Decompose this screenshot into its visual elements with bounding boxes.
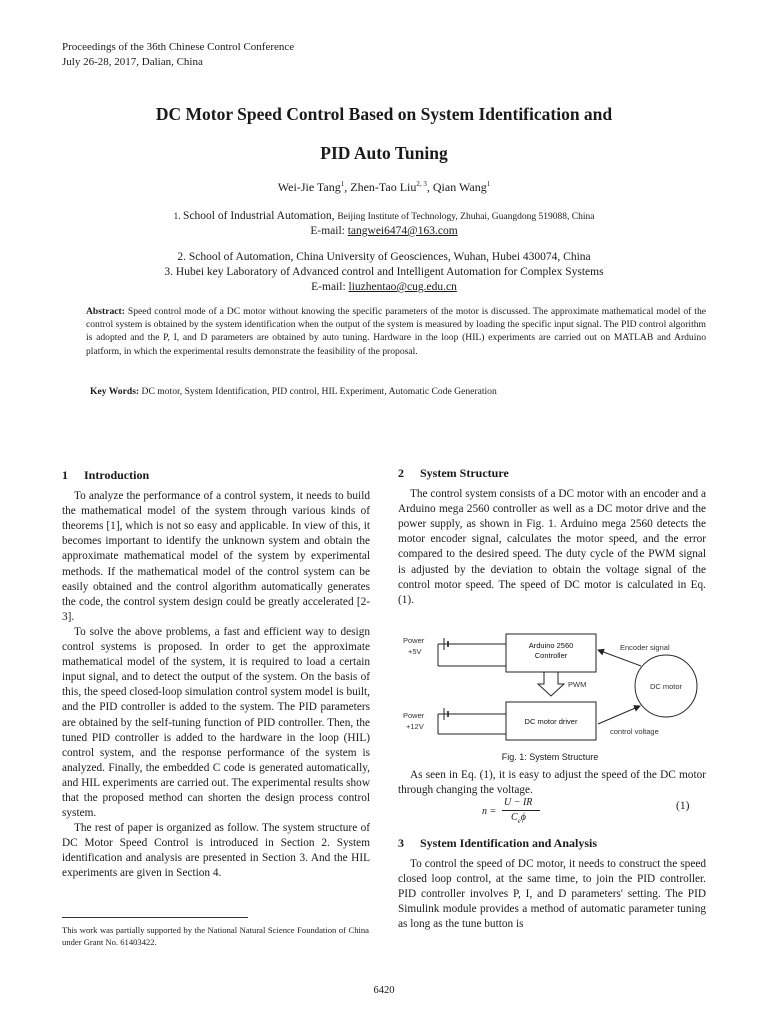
paper-title-line-2: PID Auto Tuning	[320, 143, 448, 163]
proceedings-line-2: July 26-28, 2017, Dalian, China	[62, 56, 203, 68]
abstract-label: Abstract:	[86, 306, 125, 317]
abstract	[86, 305, 706, 358]
section-2-heading: 2 System Structure	[398, 466, 509, 480]
power-5v-label: Power	[403, 636, 425, 645]
control-voltage-arrow	[598, 706, 640, 724]
email-1: E-mail: tangwei6474@163.com	[310, 225, 458, 237]
page-number: 6420	[373, 985, 395, 996]
author-2: Zhen-Tao Liu	[350, 180, 417, 194]
author-list: Wei-Jie Tang$^1$, Zhen-Tao Liu$^{2, 3}$, Qian Wang$^1$	[277, 180, 491, 194]
equation-numerator: U − IR	[504, 797, 533, 808]
equation-fraction-bar	[502, 810, 540, 811]
intro-paragraph-2: To solve the above problems, a fast and efficient way to design control systems is proposed. In order to get the approximate mathematical model of the system, it is required to load a certain input signal, and to detect the output of the system. On the basis of this, the speed closed-loop simulation control system model is built, and the PID controller is added to the system. The PID parameters are obtained by the self-tuning function of PID controller. Then, the tuned PID controller is added to the hardware in the loop (HIL) control system, and the response performance of the system is analyzed. Finally, the embedded C code is generated automatically, and HIL experiments are carried out. The experimental results show that the proposed method can shorten the design process control system.	[62, 625, 370, 820]
keywords-label: Key Words:	[90, 386, 140, 397]
footnote: This work was partially supported by the National Natural Science Foundation of China under Grant No. 61403422.	[62, 925, 369, 947]
control-voltage-label: control voltage	[610, 727, 659, 736]
author-1: Wei-Jie Tang	[277, 180, 341, 194]
email-2-link[interactable]: liuzhentao@cug.edu.cn	[348, 281, 457, 293]
dc-motor-label: DC motor	[649, 682, 683, 691]
footnote-divider	[62, 917, 248, 918]
pwm-arrow	[538, 672, 564, 696]
encoder-signal-label: Encoder signal	[620, 643, 670, 652]
structure-paragraph-2: As seen in Eq. (1), it is easy to adjust the speed of the DC motor through changing the voltage.	[398, 769, 706, 797]
equation-1-number: (1)	[676, 800, 690, 812]
controller-label-1: Arduino 2560	[528, 641, 574, 650]
keywords	[90, 386, 710, 397]
power-12v-value: +12V	[406, 722, 424, 731]
proceedings-header	[62, 40, 294, 70]
author-3-affiliation: 1	[486, 180, 491, 188]
identification-paragraph-1: To control the speed of DC motor, it needs to construct the speed closed loop control, at the same time, to join the PID controller. PID controller involves P, I, and D parameters' setting. The PID Simulink module provides a method of automatic parameter tuning as long as the tune button is	[398, 858, 706, 931]
right-column-top	[398, 466, 706, 608]
power-5v-value: +5V	[408, 647, 422, 656]
encoder-signal-arrow	[598, 650, 641, 666]
right-column-eq-text	[398, 768, 706, 798]
section-3-heading: 3 System Identification and Analysis	[398, 836, 598, 850]
system-structure-diagram	[398, 626, 708, 750]
figure-1-caption: Fig. 1: System Structure	[501, 752, 599, 762]
keywords-text: DC motor, System Identification, PID control, HIL Experiment, Automatic Code Generation	[139, 386, 497, 397]
proceedings-line-1: Proceedings of the 36th Chinese Control Conference	[62, 41, 295, 53]
abstract-text: Speed control mode of a DC motor without knowing the specific parameters of the motor is discussed. The approximate mathematical model of the control system is obtained by the system identification when the output of the system is measured by loading the specific input signal. The PID control algorithm is adopted and the P, I, and D parameters are obtained by auto tuning. Hardware in the loop (HIL) experiments are carried out on MATLAB and Arduino platform, in which the experimental results demonstrate the feasibility of the proposal.	[86, 306, 706, 357]
equation-1	[482, 797, 552, 829]
author-2-affiliation: 2, 3	[416, 180, 427, 188]
affiliation-2: 2. School of Automation, China University of Geosciences, Wuhan, Hubei 430074, China	[177, 251, 591, 263]
driver-label: DC motor driver	[524, 717, 578, 726]
left-column	[62, 468, 370, 882]
paper-title-line-1: DC Motor Speed Control Based on System Identification and	[155, 104, 613, 124]
battery-12v-icon	[438, 708, 506, 734]
author-1-affiliation: 1	[340, 180, 345, 188]
equation-lhs: n =	[482, 806, 497, 817]
email-2: E-mail: liuzhentao@cug.edu.cn	[311, 281, 457, 293]
equation-denominator: $C_e\phi$	[511, 812, 526, 825]
affiliation-3: 3. Hubei key Laboratory of Advanced control and Intelligent Automation for Complex Systems	[164, 266, 604, 278]
right-column-bottom	[398, 836, 706, 933]
email-1-link[interactable]: tangwei6474@163.com	[347, 225, 458, 237]
intro-paragraph-3: The rest of paper is organized as follow. The system structure of DC Motor Speed Control is introduced in Section 2. System identification and analysis are presented in Section 3. And the HIL experiments are given in Section 4.	[62, 822, 370, 880]
structure-paragraph-1: The control system consists of a DC motor with an encoder and a Arduino mega 2560 controller as well as a DC motor drive and the power supply, as shown in Fig. 1. Arduino mega 2560 detects the motor encoder signal, calculates the motor speed, and the error compared to the desired speed. The duty cycle of the PWM signal is adjusted by the deviation to obtain the voltage signal of the control motor speed. The speed of DC motor is calculated in Eq. (1).	[398, 488, 706, 606]
battery-5v-icon	[438, 638, 506, 666]
author-3: Qian Wang	[432, 180, 487, 194]
system-structure-figure	[398, 626, 708, 750]
pwm-label: PWM	[568, 680, 587, 689]
affiliation-1: 1. School of Industrial Automation, Beijing Institute of Technology, Zhuhai, Guangdong 519088, China	[173, 210, 595, 222]
controller-label-2: Controller	[534, 651, 568, 660]
section-1-heading: 1 Introduction	[62, 468, 150, 482]
power-12v-label: Power	[403, 711, 425, 720]
intro-paragraph-1: To analyze the performance of a control system, it needs to build the mathematical model of the system through various kinds of theorems [1], which is not so easy and applicable. In view of this, it becomes important to identify the unknown system and obtain the approximate mathematical model of the system by experimental methods. If the mathematical model of the control system can be easily obtained and the control algorithm automatically generates the code, the control system design could be greatly accelerated [2-3].	[62, 490, 370, 623]
